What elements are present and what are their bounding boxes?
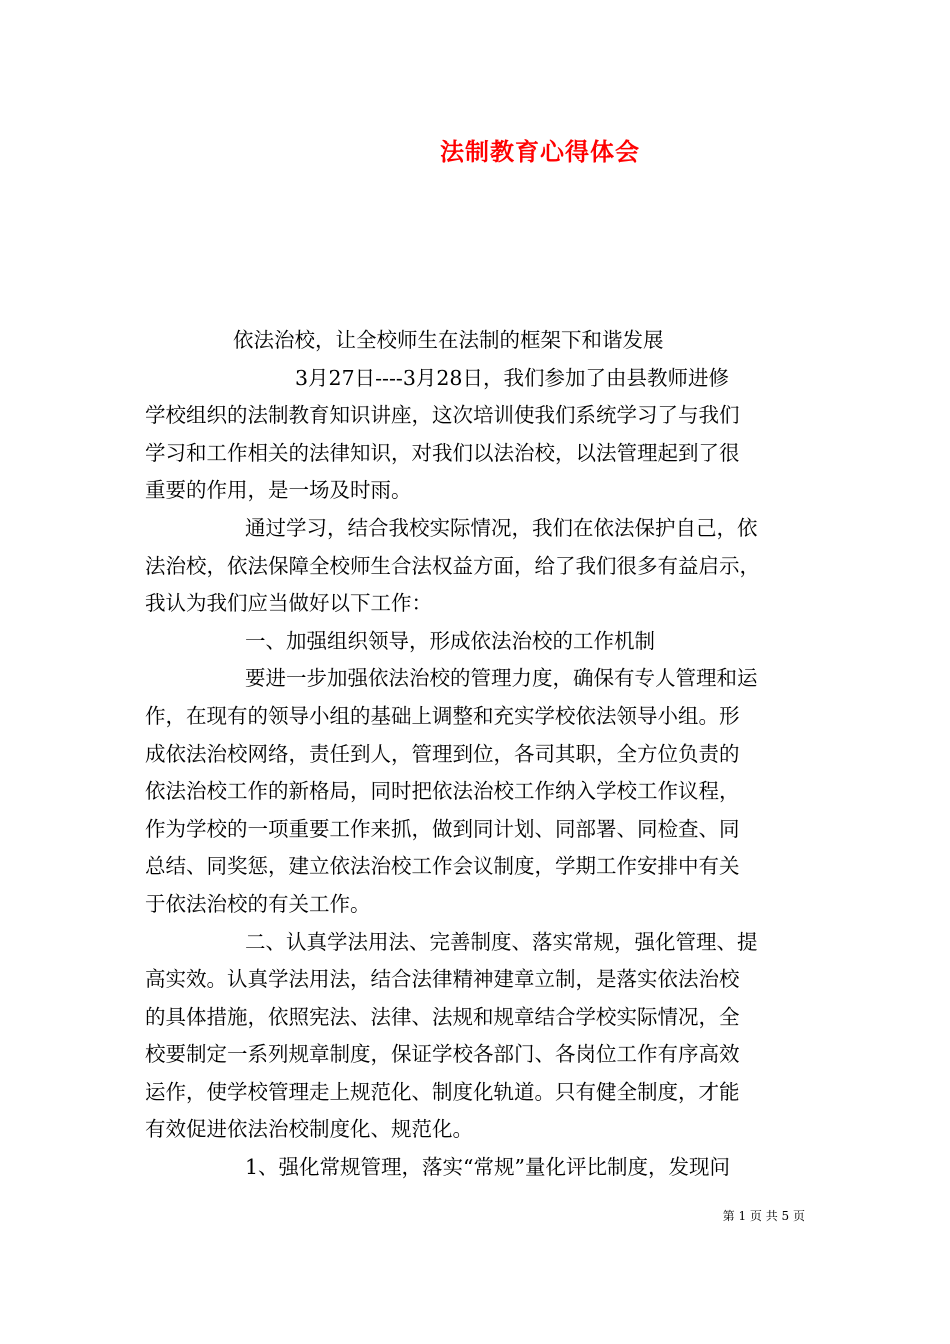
- body-line: 重要的作用，是一场及时雨。: [145, 478, 412, 503]
- body-line: 于依法治校的有关工作。: [145, 891, 371, 916]
- body-line: 1、强化常规管理，落实“常规”量化评比制度，发现问: [245, 1155, 731, 1180]
- body-line: 我认为我们应当做好以下工作：: [145, 591, 432, 616]
- body-line: 高实效。认真学法用法，结合法律精神建章立制，是落实依法治校: [145, 967, 740, 992]
- body-line: 成依法治校网络，责任到人，管理到位，各司其职，全方位负责的: [145, 741, 740, 766]
- body-line: 法治校，依法保障全校师生合法权益方面，给了我们很多有益启示，: [145, 553, 760, 578]
- body-line: 作，在现有的领导小组的基础上调整和充实学校依法领导小组。形: [145, 703, 740, 728]
- body-line: 3月27日----3月28日，我们参加了由县教师进修: [295, 365, 729, 390]
- section-heading: 二、认真学法用法、完善制度、落实常规，强化管理、提: [245, 929, 758, 954]
- body-line: 的具体措施，依照宪法、法律、法规和规章结合学校实际情况，全: [145, 1004, 740, 1029]
- body-line: 学习和工作相关的法律知识，对我们以法治校，以法管理起到了很: [145, 440, 740, 465]
- body-line: 学校组织的法制教育知识讲座，这次培训使我们系统学习了与我们: [145, 403, 740, 428]
- body-line: 校要制定一系列规章制度，保证学校各部门、各岗位工作有序高效: [145, 1042, 740, 1067]
- body-line: 有效促进依法治校制度化、规范化。: [145, 1117, 473, 1142]
- body-line: 依法治校，让全校师生在法制的框架下和谐发展: [233, 328, 664, 352]
- page-footer: 第 1 页 共 5 页: [722, 1209, 805, 1223]
- body-line: 通过学习，结合我校实际情况，我们在依法保护自己，依: [245, 515, 758, 540]
- body-line: 运作，使学校管理走上规范化、制度化轨道。只有健全制度，才能: [145, 1079, 740, 1104]
- body-line: 总结、同奖惩，建立依法治校工作会议制度，学期工作安排中有关: [145, 854, 740, 879]
- body-line: 要进一步加强依法治校的管理力度，确保有专人管理和运: [245, 666, 758, 691]
- document-title: 法制教育心得体会: [440, 137, 640, 166]
- body-line: 依法治校工作的新格局，同时把依法治校工作纳入学校工作议程，: [145, 779, 740, 804]
- document-body: [145, 322, 805, 1187]
- section-heading: 一、加强组织领导，形成依法治校的工作机制: [245, 628, 655, 653]
- body-line: 作为学校的一项重要工作来抓，做到同计划、同部署、同检查、同: [145, 816, 740, 841]
